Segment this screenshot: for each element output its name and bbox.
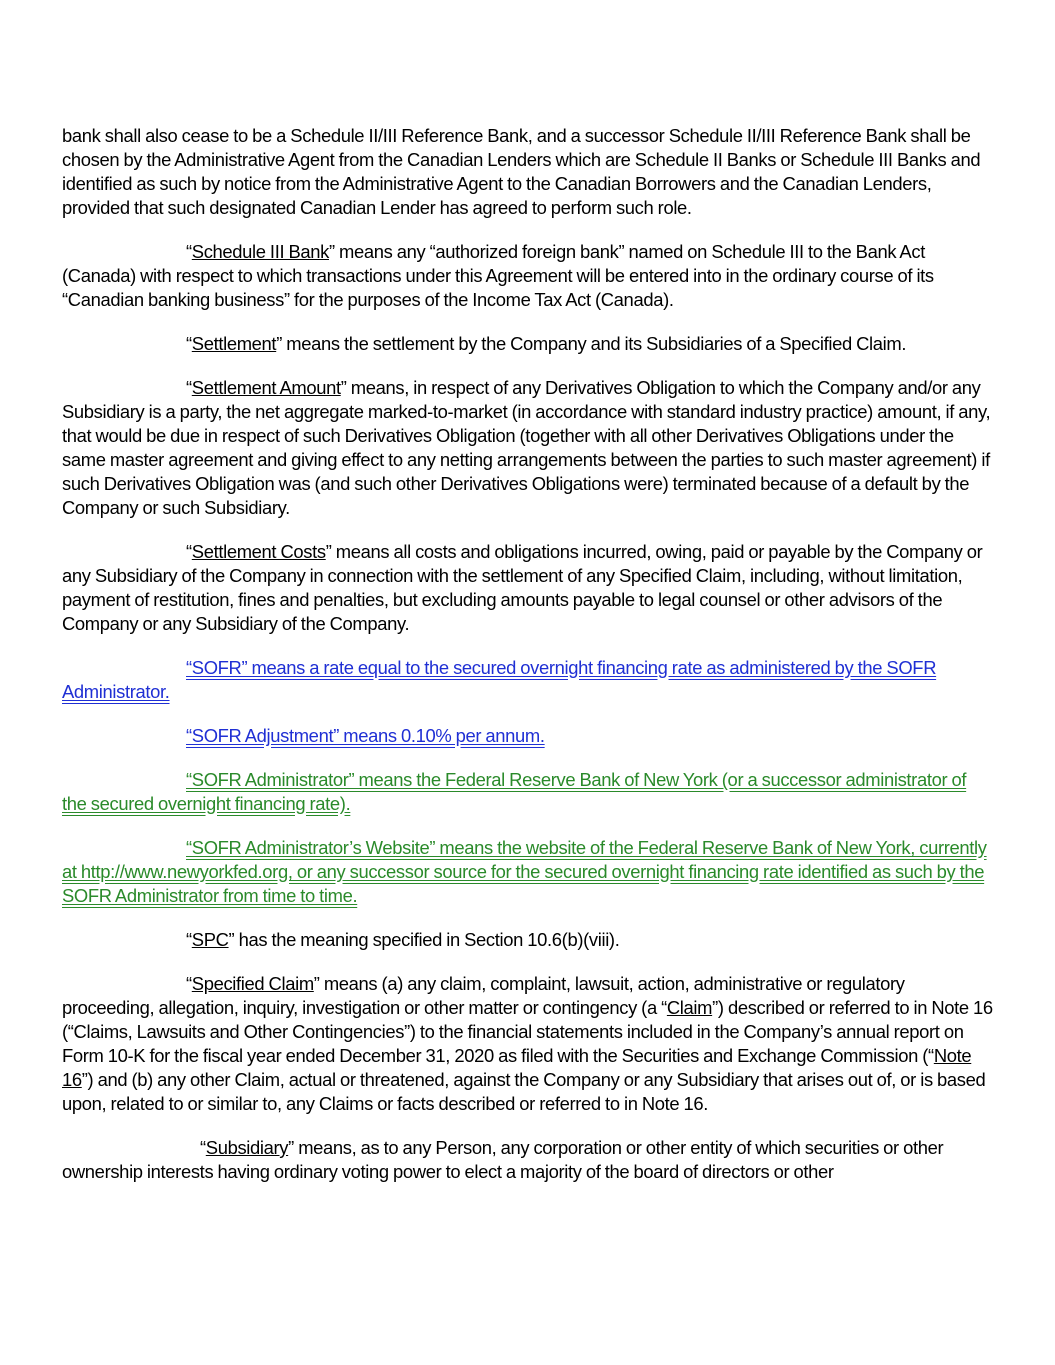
definition-sofr-administrator [62,768,994,816]
definition-settlement-costs [62,540,994,636]
definition-text: ” means, in respect of any Derivatives Obligation to which the Company and/or any Subsidiary is a party, the net aggregate marked-to-market (in accordance with standard industry practice) amount, if any, that would be due in respect of such Derivatives Obligation (together with all other Derivatives Obligations under the same master agreement and giving effect to any netting arrangements between the parties to such master agreement) if such Derivatives Obligation was (and such other Derivatives Obligations were) terminated because of a default by the Company or such Subsidiary. [62,377,991,518]
definition-sofr [62,656,994,704]
definition-specified-claim [62,972,994,1116]
open-quote: “ [186,929,192,950]
definition-text: ” means any “authorized foreign bank” named on Schedule III to the Bank Act (Canada) with respect to which transactions under this Agreement will be entered into in the ordinary course of its “Canadian banking business” for the purposes of the Income Tax Act (Canada). [62,241,934,310]
open-quote: “ [186,241,192,262]
definition-subsidiary [62,1136,994,1184]
document-page [62,124,994,1204]
inserted-text: “SOFR Administrator’s Website” means the website of the Federal Reserve Bank of New York, currently at http://www.newyorkfed.org, or any successor source for the secured overnight financing rate identified as such by the SOFR Administrator from time to time. [62,837,987,906]
defined-term: Specified Claim [191,973,314,994]
inserted-text: “SOFR” means a rate equal to the secured overnight financing rate as administered by the SOFR Administrator. [62,657,937,702]
definition-text: ” has the meaning specified in Section 10.6(b)(viii). [228,929,620,950]
open-quote: “ [186,377,192,398]
definition-spc [62,928,994,952]
definition-sofr-adjustment [62,724,994,748]
definition-text: ” means (a) any claim, complaint, lawsuit, action, administrative or regulatory proceeding, allegation, inquiry, investigation or other matter or contingency (a “ [62,973,905,1018]
definition-sofr-administrators-website [62,836,994,908]
definition-settlement [62,332,994,356]
definition-text: ” means the settlement by the Company and its Subsidiaries of a Specified Claim. [276,333,907,354]
definition-text: ”) and (b) any other Claim, actual or threatened, against the Company or any Subsidiary that arises out of, or is based upon, related to or similar to, any Claims or facts described or referred to in Note 16. [62,1069,986,1114]
definition-text: ” means all costs and obligations incurred, owing, paid or payable by the Company or any Subsidiary of the Company in connection with the settlement of any Specified Claim, including, without limitation, payment of restitution, fines and penalties, but excluding amounts payable to legal counsel or other advisors of the Company or any Subsidiary of the Company. [62,541,983,634]
definition-settlement-amount [62,376,994,520]
defined-term: Subsidiary [205,1137,289,1158]
inserted-text: “SOFR Administrator” means the Federal Reserve Bank of New York (or a successor administrator of the secured overnight financing rate). [62,769,967,814]
open-quote: “ [200,1137,206,1158]
defined-term-claim: Claim [666,997,713,1018]
defined-term: Settlement Amount [191,377,341,398]
definition-text: ” means, as to any Person, any corporation or other entity of which securities or other ownership interests having ordinary voting power to elect a majority of the board of directors or other [62,1137,944,1182]
defined-term: Settlement Costs [191,541,326,562]
open-quote: “ [186,333,192,354]
defined-term: Settlement [191,333,277,354]
open-quote: “ [186,973,192,994]
defined-term-note-16: Note 16 [62,1045,972,1090]
definition-text: ”) described or referred to in Note 16 (“Claims, Lawsuits and Other Contingencies”) to the financial statements included in the Company’s annual report on Form 10-K for the fiscal year ended December 31, 2020 as filed with the Securities and Exchange Commission (“ [62,997,993,1066]
defined-term: SPC [191,929,229,950]
definition-schedule-iii-bank [62,240,994,312]
defined-term: Schedule III Bank [191,241,329,262]
paragraph-continuation: bank shall also cease to be a Schedule II/III Reference Bank, and a successor Schedule II/III Reference Bank shall be chosen by the Administrative Agent from the Canadian Lenders which are Schedule II Banks or Schedule III Banks and identified as such by notice from the Administrative Agent to the Canadian Borrowers and the Canadian Lenders, provided that such designated Canadian Lender has agreed to perform such role. [62,125,981,218]
open-quote: “ [186,541,192,562]
inserted-text: “SOFR Adjustment” means 0.10% per annum. [186,725,545,746]
